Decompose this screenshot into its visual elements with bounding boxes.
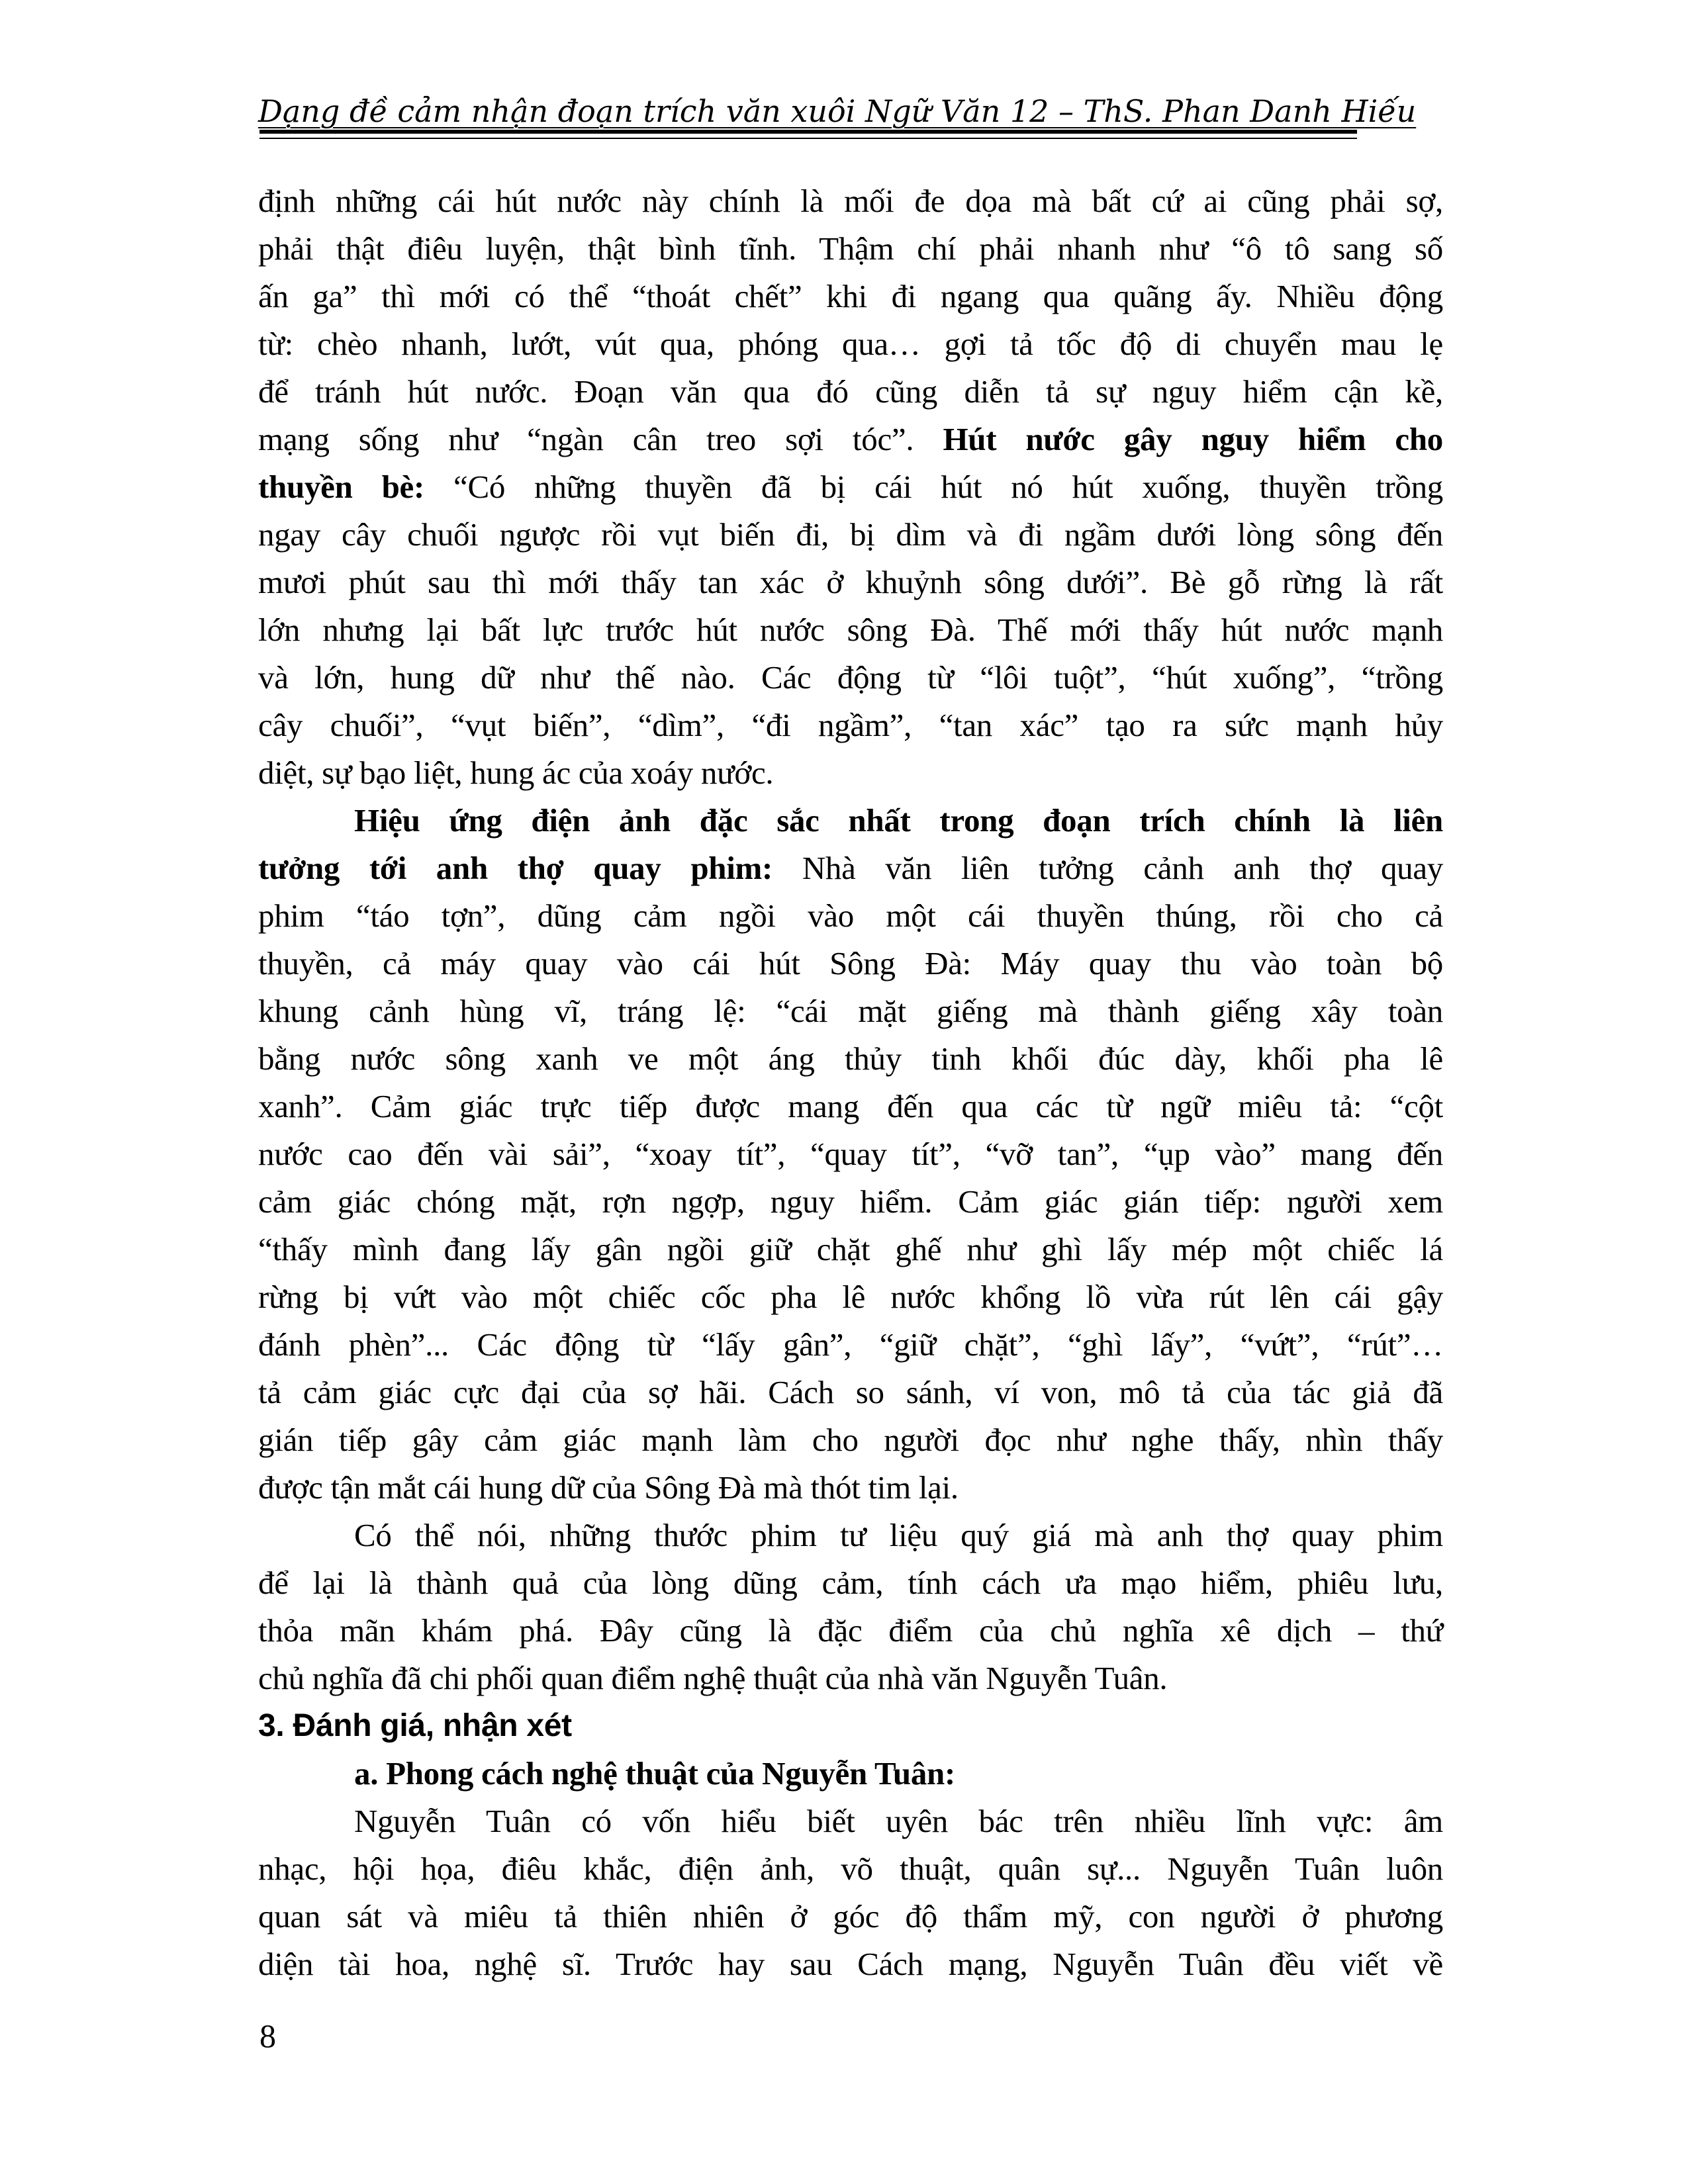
text-run: ngay cây chuối ngược rồi vụt biến đi, bị dìm và đi ngầm dưới lòng sông đến	[258, 516, 1443, 553]
paragraph-nguyen-tuan	[258, 1797, 1443, 1988]
text-run: quan sát và miêu tả thiên nhiên ở góc độ thẩm mỹ, con người ở phương	[258, 1898, 1443, 1934]
paragraph-ket-luan	[258, 1512, 1443, 1702]
text-line	[258, 654, 1443, 702]
text-line	[258, 1797, 1443, 1845]
text-run: Có thể nói, những thước phim tư liệu quý giá mà anh thợ quay phim	[354, 1517, 1443, 1553]
text-line	[258, 1226, 1443, 1273]
text-run: mươi phút sau thì mới thấy tan xác ở khuỷnh sông dưới”. Bè gỗ rừng là rất	[258, 564, 1443, 600]
text-line	[258, 1083, 1443, 1130]
text-run: được tận mắt cái hung dữ của Sông Đà mà thót tim lại.	[258, 1469, 959, 1506]
text-line	[258, 1845, 1443, 1893]
text-line	[258, 702, 1443, 749]
section-heading-danh-gia	[258, 1702, 1443, 1750]
text-run: đánh phèn”... Các động từ “lấy gân”, “giữ chặt”, “ghì lấy”, “vứt”, “rút”…	[258, 1326, 1443, 1363]
text-line	[258, 1464, 1443, 1512]
bold-text-run: 3. Đánh giá, nhận xét	[258, 1708, 572, 1743]
text-line	[258, 273, 1443, 320]
text-line	[258, 1607, 1443, 1655]
text-run: để tránh hút nước. Đoạn văn qua đó cũng diễn tả sự nguy hiểm cận kề,	[258, 373, 1443, 410]
bold-text-run: Hút nước gây nguy hiểm cho	[943, 421, 1443, 457]
text-line	[258, 1655, 1443, 1702]
text-line	[258, 1321, 1443, 1369]
text-run: tả cảm giác cực đại của sợ hãi. Cách so sánh, ví von, mô tả của tác giả đã	[258, 1374, 1443, 1410]
text-run: chủ nghĩa đã chi phối quan điểm nghệ thuật của nhà văn Nguyễn Tuân.	[258, 1660, 1168, 1696]
bold-text-run: Hiệu ứng điện ảnh đặc sắc nhất trong đoạn trích chính là liên	[354, 802, 1443, 839]
text-line	[258, 1940, 1443, 1988]
text-run: bằng nước sông xanh ve một áng thủy tinh khối đúc dày, khối pha lê	[258, 1040, 1443, 1077]
text-run: rừng bị vứt vào một chiếc cốc pha lê nước khổng lồ vừa rút lên cái gậy	[258, 1279, 1443, 1315]
text-line	[258, 1035, 1443, 1083]
text-run: cây chuối”, “vụt biến”, “dìm”, “đi ngầm”, “tan xác” tạo ra sức mạnh hủy	[258, 707, 1443, 743]
running-header-title: Dạng đề cảm nhận đoạn trích văn xuôi Ngữ Văn 12 – ThS. Phan Danh Hiếu	[258, 93, 1417, 129]
paragraph-quay-phim	[258, 797, 1443, 1512]
text-run: diện tài hoa, nghệ sĩ. Trước hay sau Cách mạng, Nguyễn Tuân đều viết về	[258, 1946, 1443, 1982]
text-run: phải thật điêu luyện, thật bình tĩnh. Thậm chí phải nhanh như “ô tô sang số	[258, 230, 1443, 267]
text-run: và lớn, hung dữ như thế nào. Các động từ “lôi tuột”, “hút xuống”, “trồng	[258, 659, 1443, 696]
bold-text-run: a. Phong cách nghệ thuật của Nguyễn Tuân:	[354, 1755, 956, 1792]
text-line	[258, 1416, 1443, 1464]
subsection-heading-phong-cach	[258, 1750, 1443, 1797]
text-line	[258, 892, 1443, 940]
text-run: định những cái hút nước này chính là mối đe dọa mà bất cứ ai cũng phải sợ,	[258, 183, 1443, 219]
text-line	[258, 987, 1443, 1035]
text-line	[258, 177, 1443, 225]
text-line	[258, 1559, 1443, 1607]
bold-text-run: thuyền bè:	[258, 469, 424, 505]
text-line	[258, 463, 1443, 511]
text-line	[258, 1750, 1443, 1797]
text-line	[258, 1512, 1443, 1559]
text-run: để lại là thành quả của lòng dũng cảm, tính cách ưa mạo hiểm, phiêu lưu,	[258, 1565, 1443, 1601]
text-run: cảm giác chóng mặt, rợn ngợp, nguy hiểm. Cảm giác gián tiếp: người xem	[258, 1183, 1443, 1220]
text-run: mạng sống như “ngàn cân treo sợi tóc”.	[258, 421, 943, 457]
text-run: “thấy mình đang lấy gân ngồi giữ chặt ghế như ghì lấy mép một chiếc lá	[258, 1231, 1443, 1267]
text-line	[258, 749, 1443, 797]
text-run: khung cảnh hùng vĩ, tráng lệ: “cái mặt giếng mà thành giếng xây toàn	[258, 993, 1443, 1029]
body-text	[258, 177, 1443, 1988]
text-run: diệt, sự bạo liệt, hung ác của xoáy nước.	[258, 754, 774, 791]
text-line	[258, 368, 1443, 416]
page-number: 8	[259, 2017, 276, 2054]
text-line	[258, 1702, 1443, 1750]
text-line	[258, 225, 1443, 273]
text-line	[258, 1130, 1443, 1178]
text-run: phim “táo tợn”, dũng cảm ngồi vào một cái thuyền thúng, rồi cho cả	[258, 897, 1443, 934]
text-line	[258, 511, 1443, 559]
text-run: nhạc, hội họa, điêu khắc, điện ảnh, võ thuật, quân sự... Nguyễn Tuân luôn	[258, 1850, 1443, 1887]
text-line	[258, 1273, 1443, 1321]
text-line	[258, 606, 1443, 654]
text-line	[258, 416, 1443, 463]
text-run: Nguyễn Tuân có vốn hiểu biết uyên bác trên nhiều lĩnh vực: âm	[354, 1803, 1443, 1839]
bold-text-run: tưởng tới anh thợ quay phim:	[258, 850, 773, 886]
text-line	[258, 1893, 1443, 1940]
text-line	[258, 559, 1443, 606]
text-run: từ: chèo nhanh, lướt, vút qua, phóng qua… gợi tả tốc độ di chuyển mau lẹ	[258, 326, 1443, 362]
text-run: thỏa mãn khám phá. Đây cũng là đặc điểm của chủ nghĩa xê dịch – thứ	[258, 1612, 1443, 1649]
text-line	[258, 1178, 1443, 1226]
text-run: nước cao đến vài sải”, “xoay tít”, “quay tít”, “vỡ tan”, “ụp vào” mang đến	[258, 1136, 1443, 1172]
header-double-rule	[259, 130, 1357, 139]
text-line	[258, 844, 1443, 892]
paragraph-hut-nuoc	[258, 177, 1443, 797]
text-line	[258, 1369, 1443, 1416]
text-line	[258, 320, 1443, 368]
text-run: Nhà văn liên tưởng cảnh anh thợ quay	[773, 850, 1443, 886]
text-run: xanh”. Cảm giác trực tiếp được mang đến qua các từ ngữ miêu tả: “cột	[258, 1088, 1443, 1124]
text-run: thuyền, cả máy quay vào cái hút Sông Đà: Máy quay thu vào toàn bộ	[258, 945, 1443, 981]
text-run: gián tiếp gây cảm giác mạnh làm cho người đọc như nghe thấy, nhìn thấy	[258, 1422, 1443, 1458]
text-run: lớn nhưng lại bất lực trước hút nước sông Đà. Thế mới thấy hút nước mạnh	[258, 612, 1443, 648]
text-line	[258, 797, 1443, 844]
text-run: “Có những thuyền đã bị cái hút nó hút xuống, thuyền trồng	[424, 469, 1443, 505]
text-run: ấn ga” thì mới có thể “thoát chết” khi đi ngang qua quãng ấy. Nhiều động	[258, 278, 1443, 314]
text-line	[258, 940, 1443, 987]
